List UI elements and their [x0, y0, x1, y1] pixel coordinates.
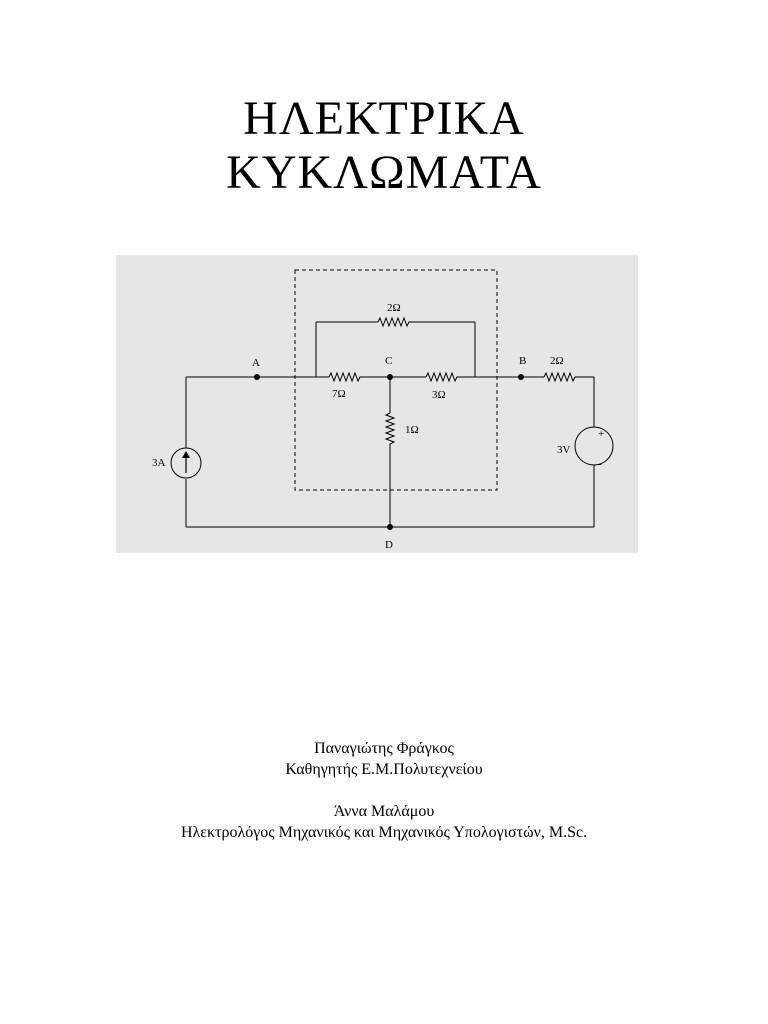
author-2-name: Άννα Μαλάμου: [333, 803, 435, 820]
node-d-dot: [387, 524, 393, 530]
resistor-top-label: 2Ω: [387, 302, 401, 314]
title-line-2: ΚΥΚΛΩΜΑΤΑ: [226, 146, 542, 199]
document-title: [0, 92, 768, 200]
node-c-label: C: [385, 355, 393, 367]
voltage-source-label: 3V: [557, 444, 571, 456]
title-line-1: ΗΛΕΚΤΡΙΚΑ: [243, 92, 525, 145]
current-source-icon: [171, 448, 201, 478]
resistor-right-label: 2Ω: [550, 355, 564, 367]
resistor-cb-label: 3Ω: [432, 389, 446, 401]
node-c-dot: [387, 374, 393, 380]
author-1-role: Καθηγητής Ε.Μ.Πολυτεχνείου: [285, 761, 483, 778]
resistor-ac-icon: [329, 373, 361, 381]
current-source-label: 3A: [152, 457, 166, 469]
circuit-diagram: [116, 255, 638, 553]
node-b-dot: [518, 374, 524, 380]
node-b-label: B: [519, 355, 527, 367]
voltage-minus-label: -: [598, 458, 602, 470]
resistor-right-icon: [544, 373, 576, 381]
node-a-label: A: [252, 357, 260, 369]
author-2-role: Ηλεκτρολόγος Μηχανικός και Μηχανικός Υπολογιστών, M.Sc.: [180, 824, 588, 841]
authors-block: [0, 738, 768, 843]
voltage-source-icon: [575, 427, 613, 465]
resistor-cb-icon: [426, 373, 458, 381]
author-1-name: Παναγιώτης Φράγκος: [314, 740, 454, 757]
resistor-ac-label: 7Ω: [332, 388, 346, 400]
author-spacer: [0, 780, 768, 801]
circuit-figure: [116, 255, 638, 553]
node-a-dot: [254, 374, 260, 380]
node-d-label: D: [385, 539, 393, 551]
voltage-plus-label: +: [598, 428, 605, 440]
resistor-cd-icon: [386, 413, 394, 445]
resistor-cd-label: 1Ω: [405, 424, 419, 436]
circuit-wires: [186, 322, 594, 527]
resistor-top-icon: [378, 318, 411, 326]
